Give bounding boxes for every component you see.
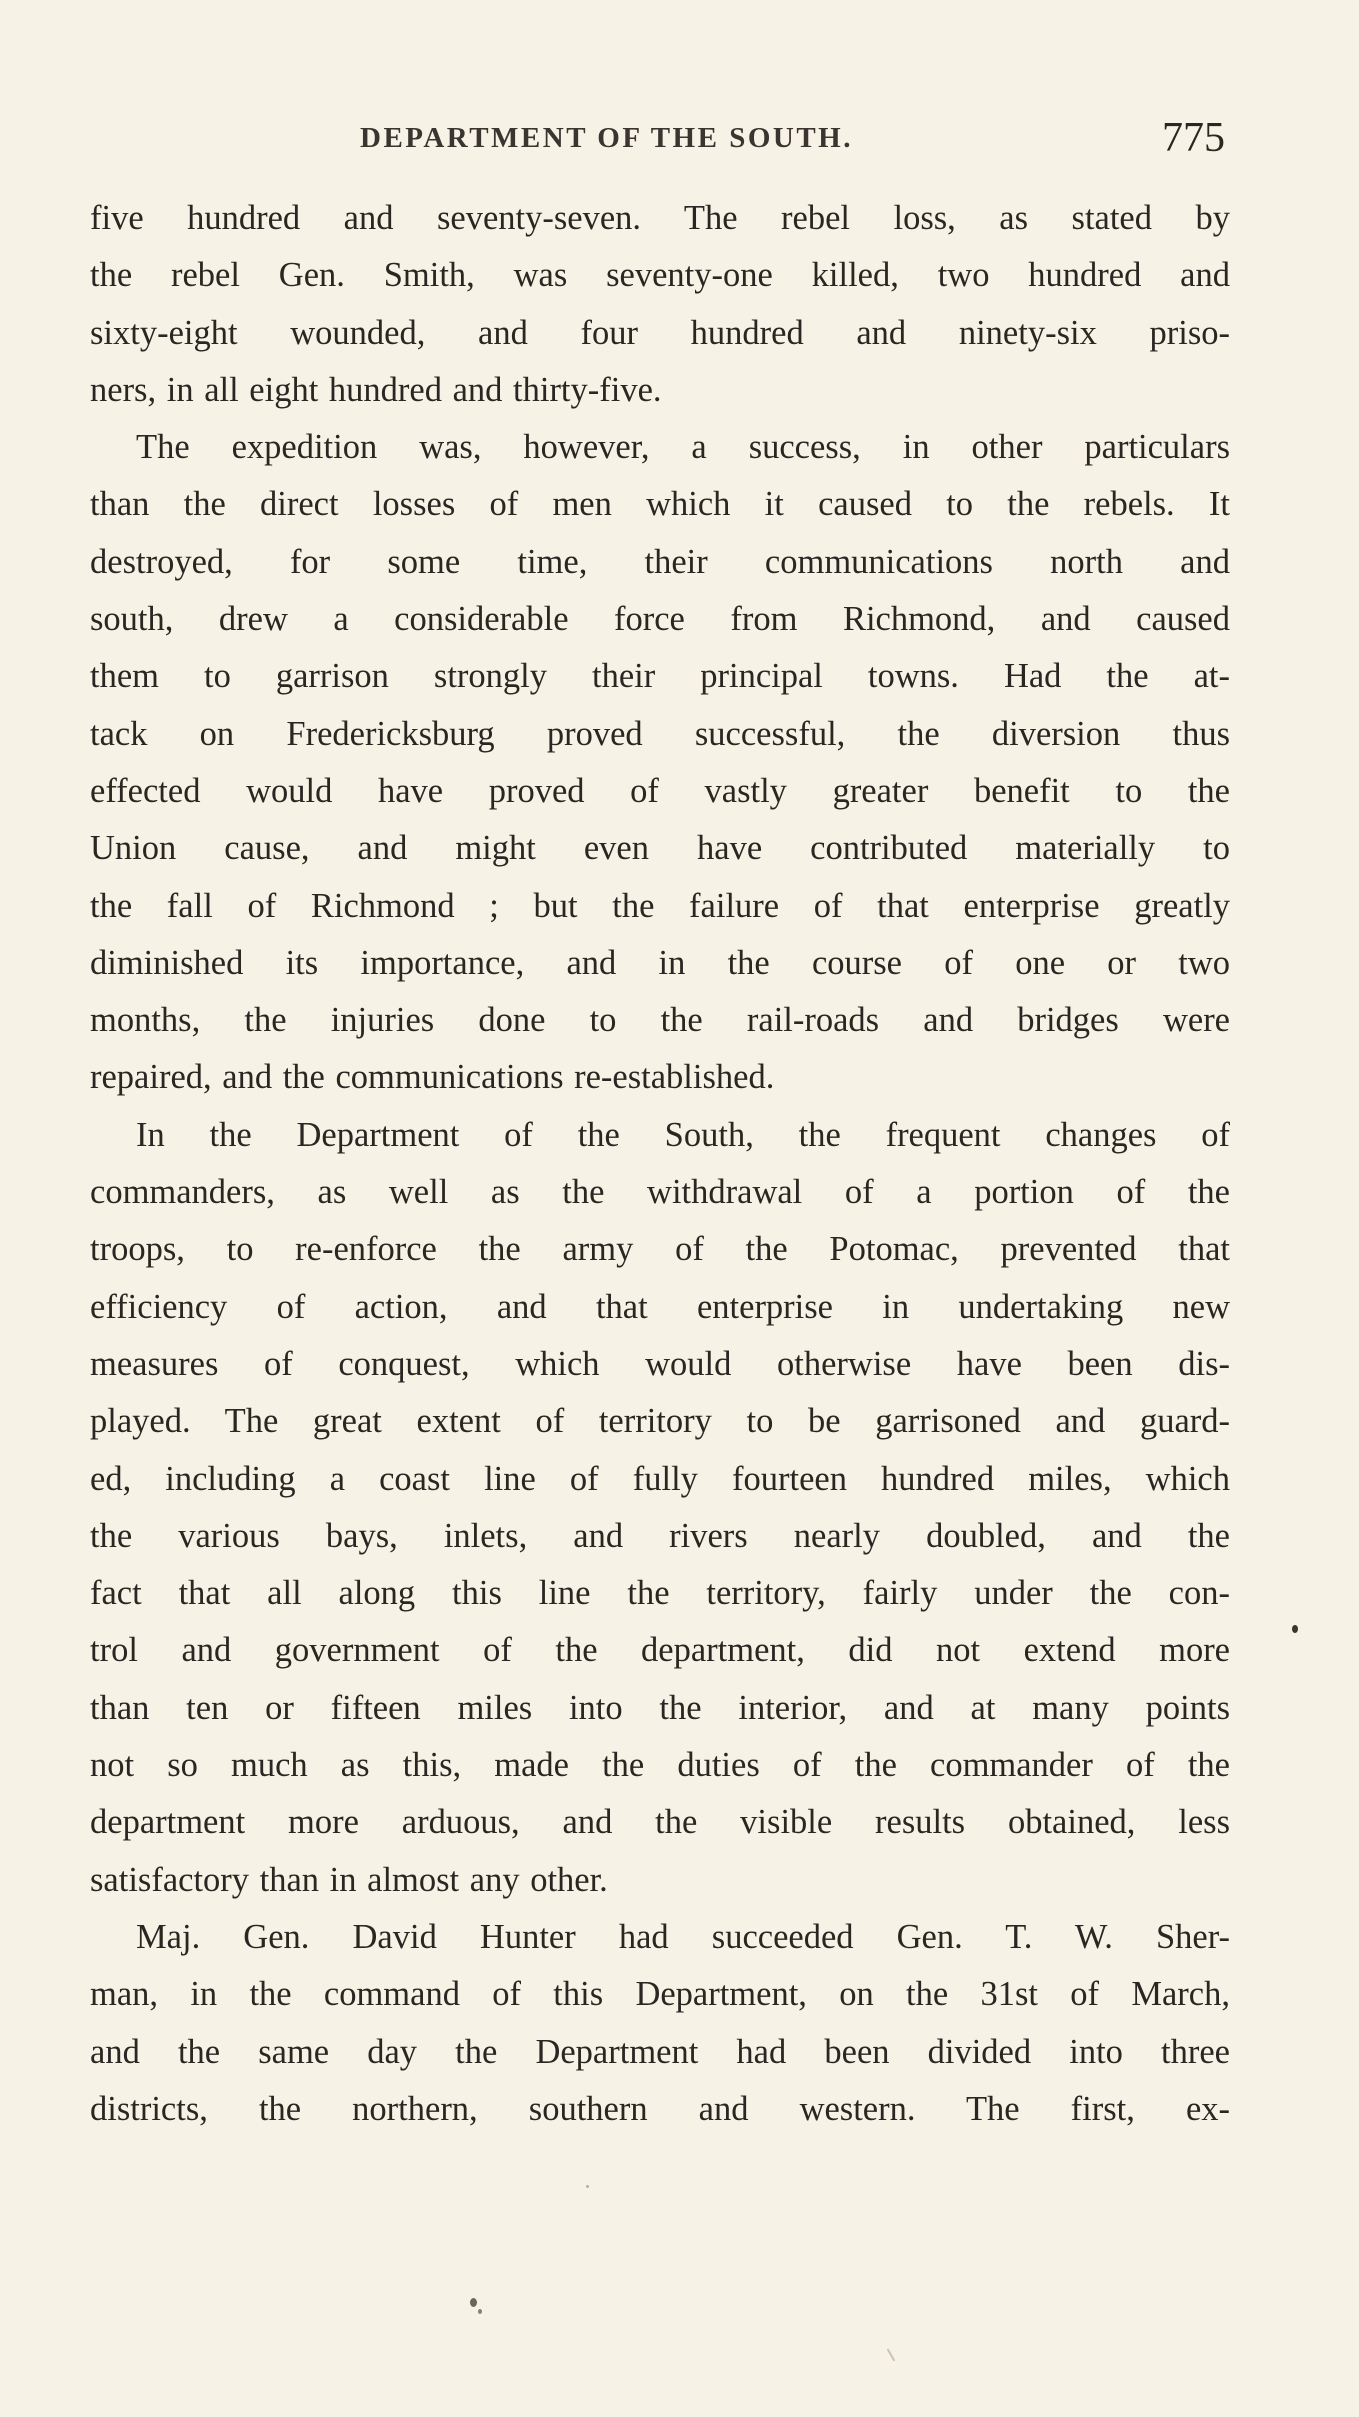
text-line: ners, in all eight hundred and thirty-five. <box>90 370 662 409</box>
running-head <box>90 114 1225 170</box>
text-line: fact that all along this line the territory, fairly under the con- <box>90 1574 1230 1613</box>
text-line: efficiency of action, and that enterprise in undertaking new <box>90 1287 1230 1326</box>
text-line: them to garrison strongly their principal towns. Had the at- <box>90 657 1230 696</box>
text-line: Union cause, and might even have contributed materially to <box>90 829 1230 868</box>
text-line: repaired, and the communications re-established. <box>90 1058 775 1097</box>
text-line: the fall of Richmond ; but the failure of that enterprise greatly <box>90 886 1230 925</box>
text-line: and the same day the Department had been divided into three <box>90 2032 1230 2071</box>
text-line: destroyed, for some time, their communications north and <box>90 542 1230 581</box>
text-line: five hundred and seventy-seven. The rebel loss, as stated by <box>90 199 1230 237</box>
text-line: sixty-eight wounded, and four hundred and ninety-six priso- <box>90 313 1230 352</box>
text-line: south, drew a considerable force from Richmond, and caused <box>90 600 1230 639</box>
page-number: 775 <box>1162 115 1225 161</box>
text-line: troops, to re-enforce the army of the Potomac, prevented that <box>90 1230 1230 1269</box>
ink-speck <box>586 2185 589 2188</box>
paragraph-start-line: In the Department of the South, the frequent changes of <box>136 1115 1230 1154</box>
text-line: department more arduous, and the visible results obtained, less <box>90 1803 1230 1842</box>
text-line: effected would have proved of vastly greater benefit to the <box>90 771 1230 810</box>
text-line: tack on Fredericksburg proved successful, the diversion thus <box>90 714 1230 753</box>
text-line: commanders, as well as the withdrawal of a portion of the <box>90 1173 1230 1212</box>
text-line: the rebel Gen. Smith, was seventy-one killed, two hundred and <box>90 256 1230 295</box>
text-line: diminished its importance, and in the course of one or two <box>90 943 1230 982</box>
text-line: districts, the northern, southern and western. The first, ex- <box>90 2089 1230 2128</box>
ink-speck <box>1292 1625 1298 1633</box>
paragraph-start-line: The expedition was, however, a success, in other particulars <box>136 428 1230 467</box>
ink-speck <box>478 2309 482 2314</box>
text-line: than ten or fifteen miles into the interior, and at many points <box>90 1688 1230 1727</box>
text-line: the various bays, inlets, and rivers nearly doubled, and the <box>90 1516 1230 1555</box>
text-line: ed, including a coast line of fully fourteen hundred miles, which <box>90 1459 1230 1498</box>
running-title: DEPARTMENT OF THE SOUTH. <box>360 122 853 154</box>
ink-speck <box>470 2298 477 2307</box>
text-line: than the direct losses of men which it caused to the rebels. It <box>90 485 1230 524</box>
text-line: played. The great extent of territory to be garrisoned and guard- <box>90 1402 1230 1441</box>
body-text <box>90 190 1230 2138</box>
paragraph-start-line: Maj. Gen. David Hunter had succeeded Gen. T. W. Sher- <box>136 1917 1230 1956</box>
text-line: trol and government of the department, did not extend more <box>90 1631 1230 1670</box>
text-line: satisfactory than in almost any other. <box>90 1860 608 1899</box>
ink-speck <box>887 2348 896 2361</box>
text-line: not so much as this, made the duties of the commander of the <box>90 1746 1230 1785</box>
text-line: man, in the command of this Department, on the 31st of March, <box>90 1975 1230 2014</box>
text-line: months, the injuries done to the rail-roads and bridges were <box>90 1001 1230 1040</box>
text-line: measures of conquest, which would otherwise have been dis- <box>90 1344 1230 1383</box>
